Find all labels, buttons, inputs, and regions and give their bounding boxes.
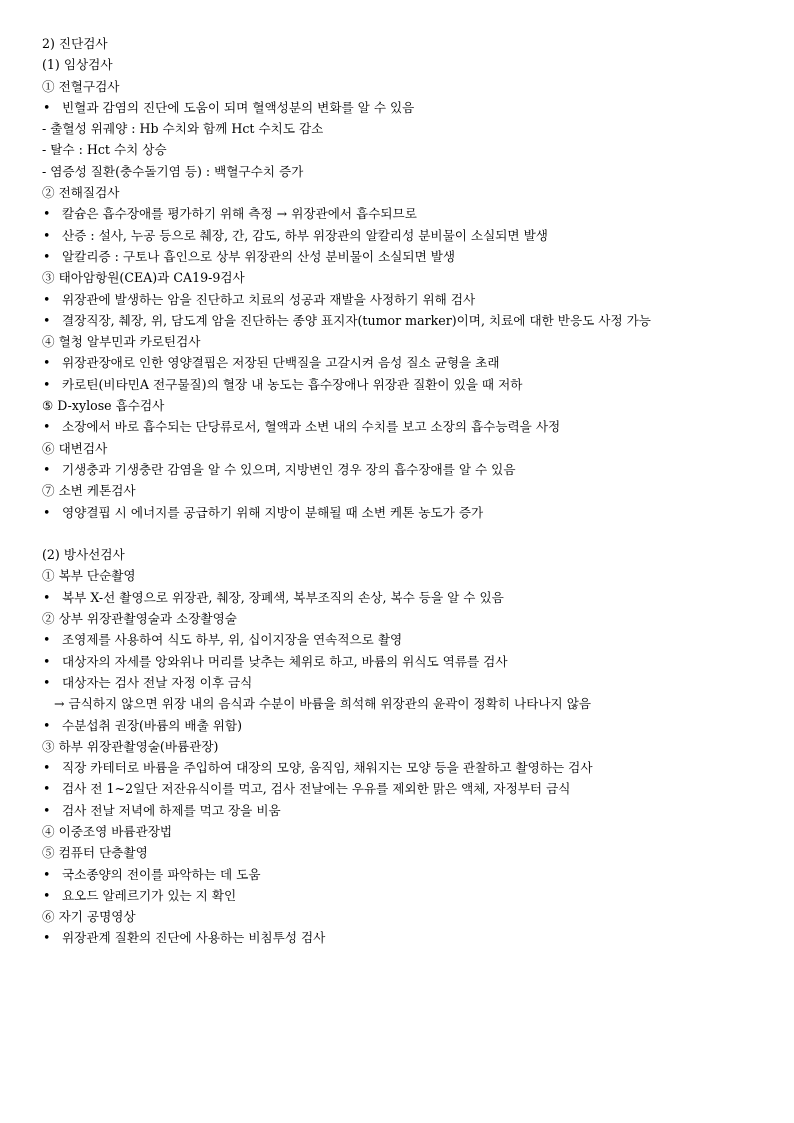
test-heading: ④ 이중조영 바륨관장법 <box>42 823 173 839</box>
test-heading: ③ 하부 위장관촬영술(바륨관장) <box>42 738 219 754</box>
radiology-test-list <box>42 565 762 948</box>
test-heading: ⑥ 자기 공명영상 <box>42 909 136 925</box>
bullet-item: • 국소종양의 전이를 파악하는 데 도움 <box>42 864 762 885</box>
bullet-item: • 산증 : 설사, 누공 등으로 췌장, 간, 감도, 하부 위장관의 알칼리성 분비물이 소실되면 발생 <box>42 225 762 246</box>
bullet-item: • 알칼리증 : 구토나 흡인으로 상부 위장관의 산성 분비물이 소실되면 발생 <box>42 246 762 267</box>
bullet-item: • 복부 X-선 촬영으로 위장관, 췌장, 장폐색, 복부조직의 손상, 복수 등을 알 수 있음 <box>42 587 762 608</box>
test-heading: ⑤ 컴퓨터 단층촬영 <box>42 845 148 861</box>
bullet-item: • 카로틴(비타민A 전구물질)의 혈장 내 농도는 흡수장애나 위장관 질환이 있을 때 저하 <box>42 374 762 395</box>
test-heading: ④ 혈청 알부민과 카로틴검사 <box>42 334 201 350</box>
bullet-item: • 소장에서 바로 흡수되는 단당류로서, 혈액과 소변 내의 수치를 보고 소장의 흡수능력을 사정 <box>42 416 762 437</box>
test-heading: ② 상부 위장관촬영술과 소장촬영술 <box>42 611 237 627</box>
section-spacer <box>42 523 762 544</box>
bullet-item: • 영양결핍 시 에너지를 공급하기 위해 지방이 분해될 때 소변 케톤 농도가 증가 <box>42 502 762 523</box>
bullet-item: • 결장직장, 췌장, 위, 담도계 암을 진단하는 종양 표지자(tumor marker)이며, 치료에 대한 반응도 사정 가능 <box>42 310 762 331</box>
test-heading: ② 전해질검사 <box>42 185 120 201</box>
bullet-item: • 위장관장애로 인한 영양결핍은 저장된 단백질을 고갈시켜 음성 질소 균형을 초래 <box>42 352 762 373</box>
bullet-item: • 빈혈과 감염의 진단에 도움이 되며 혈액성분의 변화를 알 수 있음 <box>42 97 762 118</box>
arrow-note: → 금식하지 않으면 위장 내의 음식과 수분이 바륨을 희석해 위장관의 윤곽이 정확히 나타나지 않음 <box>54 696 592 712</box>
bullet-item: • 직장 카테터로 바륨을 주입하여 대장의 모양, 움직임, 채워지는 모양 등을 관찰하고 촬영하는 검사 <box>42 757 762 778</box>
bullet-item: • 검사 전 1~2일단 저잔유식이를 먹고, 검사 전날에는 우유를 제외한 맑은 액체, 자정부터 금식 <box>42 778 762 799</box>
test-heading: ① 전혈구검사 <box>42 78 120 94</box>
document-page <box>42 33 762 949</box>
clinical-test-list <box>42 76 762 523</box>
section-title: 2) 진단검사 <box>42 36 108 51</box>
bullet-item: • 대상자는 검사 전날 자정 이후 금식 <box>42 672 762 693</box>
bullet-item: • 대상자의 자세를 앙와위나 머리를 낮추는 체위로 하고, 바륨의 위식도 역류를 검사 <box>42 651 762 672</box>
test-heading: ① 복부 단순촬영 <box>42 568 136 584</box>
bullet-item: • 조영제를 사용하여 식도 하부, 위, 십이지장을 연속적으로 촬영 <box>42 629 762 650</box>
bullet-item: • 위장관에 발생하는 암을 진단하고 치료의 성공과 재발을 사정하기 위해 검사 <box>42 289 762 310</box>
bullet-item: • 검사 전날 저녁에 하제를 먹고 장을 비움 <box>42 800 762 821</box>
bullet-item: • 위장관계 질환의 진단에 사용하는 비침투성 검사 <box>42 927 762 948</box>
clinical-section-title: (1) 임상검사 <box>42 57 113 73</box>
bullet-item: • 수분섭취 권장(바륨의 배출 위함) <box>42 715 762 736</box>
test-heading: ⑤ D-xylose 흡수검사 <box>42 398 165 414</box>
bullet-item: • 칼슘은 흡수장애를 평가하기 위해 측정 → 위장관에서 흡수되므로 <box>42 203 762 224</box>
dash-item: - 탈수 : Hct 수치 상승 <box>42 142 167 158</box>
bullet-item: • 기생충과 기생충란 감염을 알 수 있으며, 지방변인 경우 장의 흡수장애를 알 수 있음 <box>42 459 762 480</box>
test-heading: ③ 태아암항원(CEA)과 CA19-9검사 <box>42 270 245 286</box>
test-heading: ⑥ 대변검사 <box>42 440 108 456</box>
bullet-item: • 요오드 알레르기가 있는 지 확인 <box>42 885 762 906</box>
radiology-section-title: (2) 방사선검사 <box>42 547 125 563</box>
dash-item: - 염증성 질환(충수돌기염 등) : 백혈구수치 증가 <box>42 163 304 179</box>
dash-item: - 출혈성 위궤양 : Hb 수치와 함께 Hct 수치도 감소 <box>42 121 324 137</box>
test-heading: ⑦ 소변 케톤검사 <box>42 483 136 499</box>
